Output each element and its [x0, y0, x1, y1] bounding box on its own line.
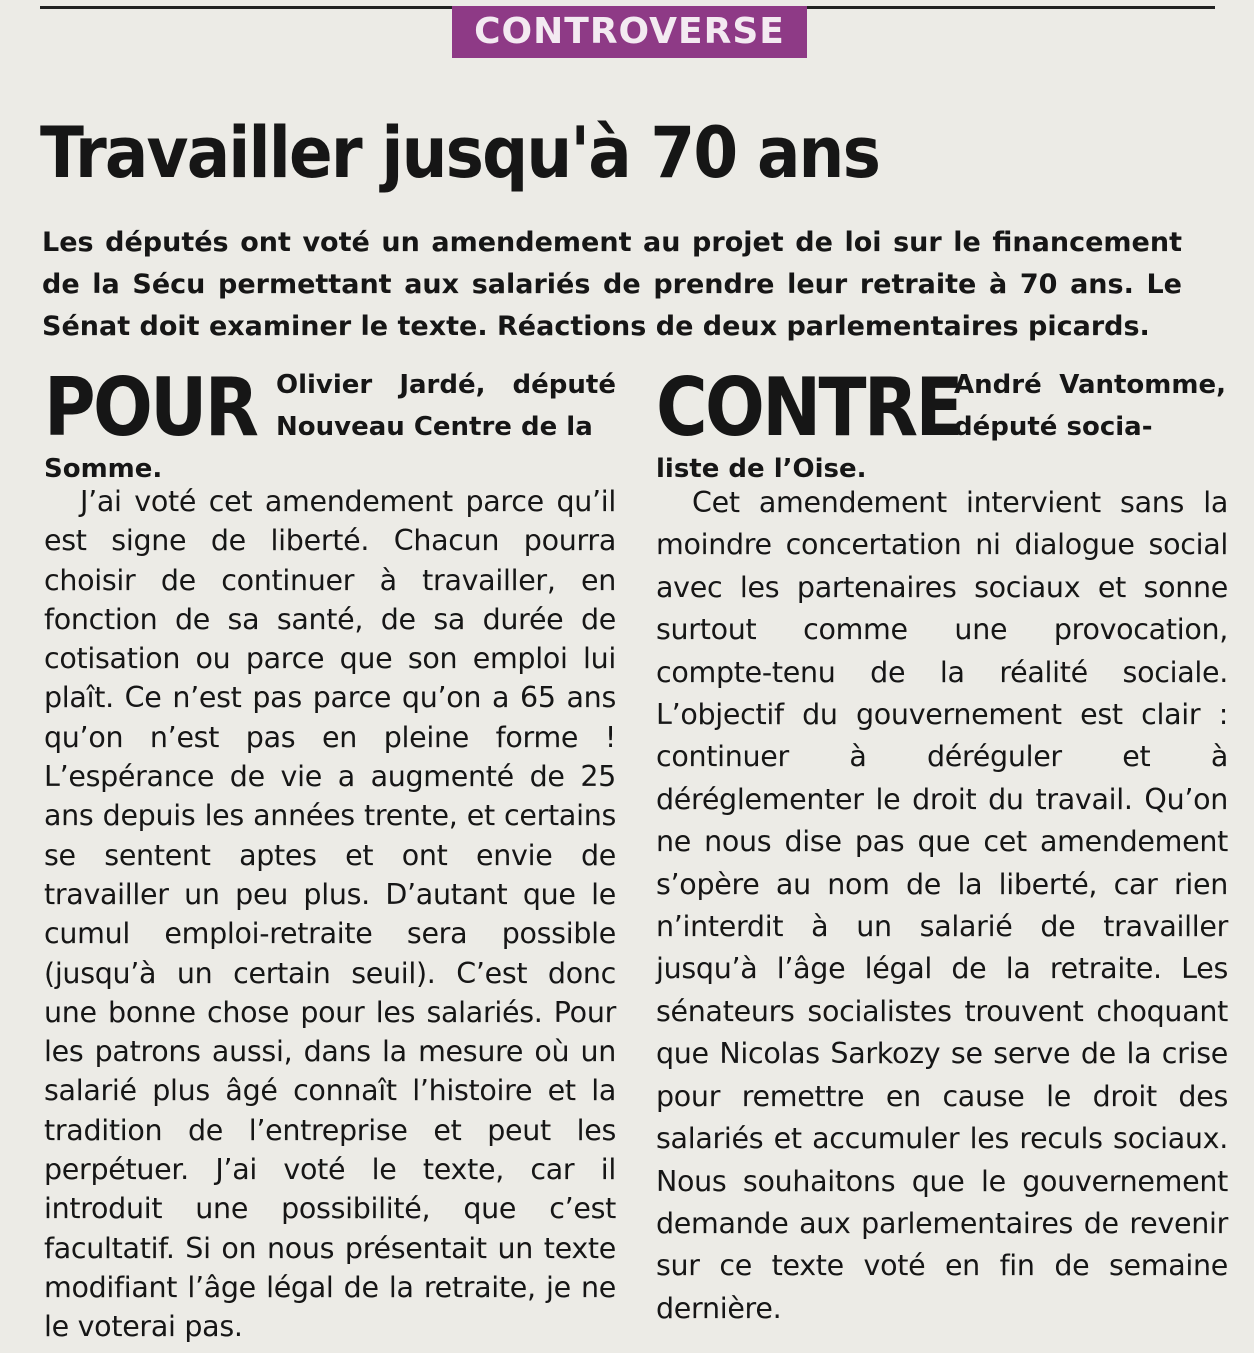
lead-paragraph: Les députés ont voté un amendement au projet de loi sur le financement de la Sécu permettant aux salariés de prendre leur retraite à 70 ans. Le Sénat doit examiner le texte. Réactions de deux parlementaires picards.: [42, 227, 1182, 342]
pour-header: [44, 362, 616, 482]
contre-body: Cet amendement intervient sans la moindre concertation ni dialogue social avec les partenaires sociaux et sonne surtout comme une provocation, compte-tenu de la réalité sociale. L’objectif du gouvernement est clair : continuer à déréguler et à déréglementer le droit du travail. Qu’on ne nous dise pas que cet amendement s’opère au nom de la liberté, car rien n’interdit à un salarié de travailler jusqu’à l’âge légal de la retraite. Les sénateurs socialistes trouvent choquant que Nicolas Sarkozy se serve de la crise pour remettre en cause le droit des salariés et accumuler les reculs sociaux. Nous souhaitons que le gouvernement demande aux parlementaires de revenir sur ce texte voté en fin de semaine dernière.: [656, 486, 1228, 1325]
pour-byline-continued: Somme.: [44, 454, 163, 484]
contre-column: [656, 362, 1228, 1330]
contre-header: [656, 362, 1228, 482]
contre-word: CONTRE: [656, 361, 961, 454]
rubric-label: CONTROVERSE: [452, 6, 807, 58]
pour-byline: Olivier Jardé, député Nouveau Centre de la: [276, 370, 616, 442]
pour-word: POUR: [44, 361, 257, 454]
contre-byline: André Vantomme, député socia-: [954, 370, 1226, 442]
headline: Travailler jusqu'à 70 ans: [40, 112, 880, 194]
pour-body: J’ai voté cet amendement parce qu’il est signe de liberté. Chacun pourra choisir de continuer à travailler, en fonction de sa santé, de sa durée de cotisation ou parce que son emploi lui plaît. Ce n’est pas parce qu’on a 65 ans qu’on n’est pas en pleine forme ! L’espérance de vie a augmenté de 25 ans depuis les années trente, et certains se sentent aptes et ont envie de travailler un peu plus. D’autant que le cumul emploi-retraite sera possible (jusqu’à un certain seuil). C’est donc une bonne chose pour les salariés. Pour les patrons aussi, dans la mesure où un salarié plus âgé connaît l’histoire et la tradition de l’entreprise et peut les perpétuer. J’ai voté le texte, car il introduit une possibilité, que c’est facultatif. Si on nous présentait un texte modifiant l’âge légal de la retraite, je ne le voterai pas.: [44, 485, 616, 1344]
pour-column: [44, 362, 616, 1347]
contre-byline-continued: liste de l’Oise.: [656, 454, 867, 484]
